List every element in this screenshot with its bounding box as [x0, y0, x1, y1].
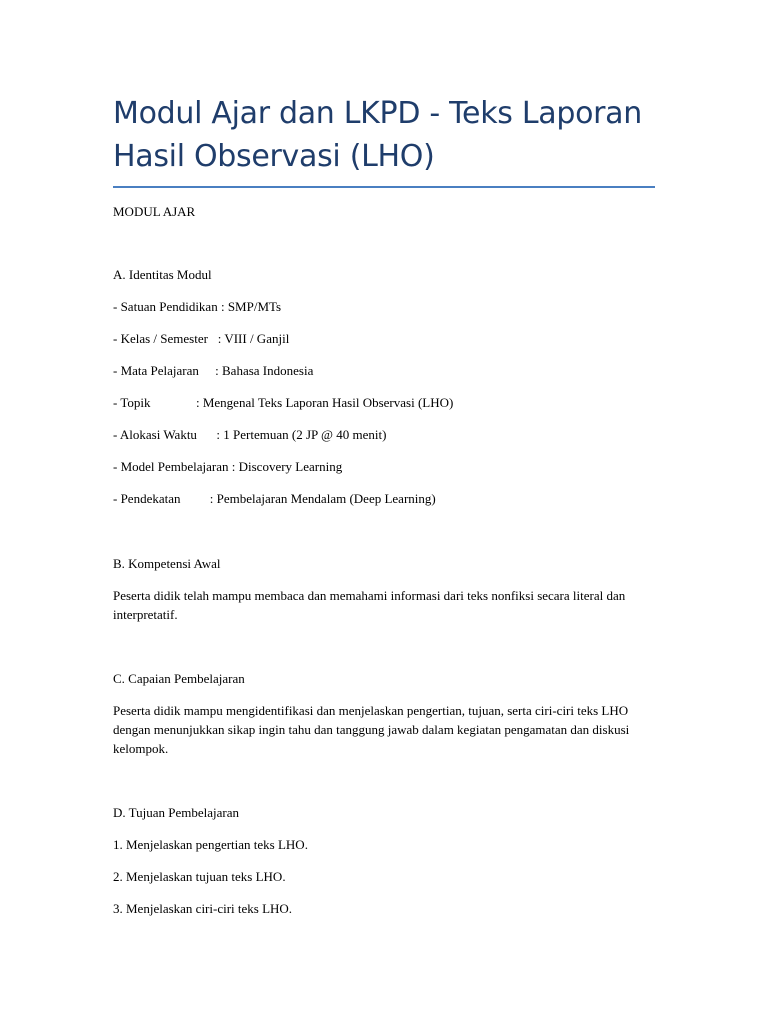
- identity-item: - Pendekatan : Pembelajaran Mendalam (Deep Learning): [113, 491, 436, 506]
- document-title: Modul Ajar dan LKPD - Teks Laporan Hasil Observasi (LHO): [113, 96, 642, 174]
- identity-item: - Alokasi Waktu : 1 Pertemuan (2 JP @ 40 menit): [113, 427, 387, 442]
- objective-item: 3. Menjelaskan ciri-ciri teks LHO.: [113, 901, 293, 916]
- title-divider: [113, 186, 655, 188]
- section-b-heading: B. Kompetensi Awal: [113, 556, 221, 571]
- identity-item: - Mata Pelajaran : Bahasa Indonesia: [113, 363, 314, 378]
- section-a-heading: A. Identitas Modul: [113, 267, 212, 282]
- section-c-heading: C. Capaian Pembelajaran: [113, 671, 245, 686]
- objective-item: 1. Menjelaskan pengertian teks LHO.: [113, 837, 308, 852]
- module-label: MODUL AJAR: [113, 204, 196, 219]
- section-c-paragraph: Peserta didik mampu mengidentifikasi dan menjelaskan pengertian, tujuan, serta ciri-ciri teks LHO dengan menunjukkan sikap ingin tahu dan tanggung jawab dalam kegiatan pengamatan dan diskusi kelompok.: [113, 703, 630, 756]
- identity-item: - Topik : Mengenal Teks Laporan Hasil Observasi (LHO): [113, 395, 454, 410]
- section-d-heading: D. Tujuan Pembelajaran: [113, 805, 240, 820]
- identity-item: - Model Pembelajaran : Discovery Learning: [113, 459, 343, 474]
- identity-item: - Kelas / Semester : VIII / Ganjil: [113, 331, 290, 346]
- section-b-paragraph: Peserta didik telah mampu membaca dan memahami informasi dari teks nonfiksi secara literal dan interpretatif.: [113, 588, 626, 622]
- objective-item: 2. Menjelaskan tujuan teks LHO.: [113, 869, 286, 884]
- document-page: [113, 92, 655, 188]
- identity-item: - Satuan Pendidikan : SMP/MTs: [113, 299, 282, 314]
